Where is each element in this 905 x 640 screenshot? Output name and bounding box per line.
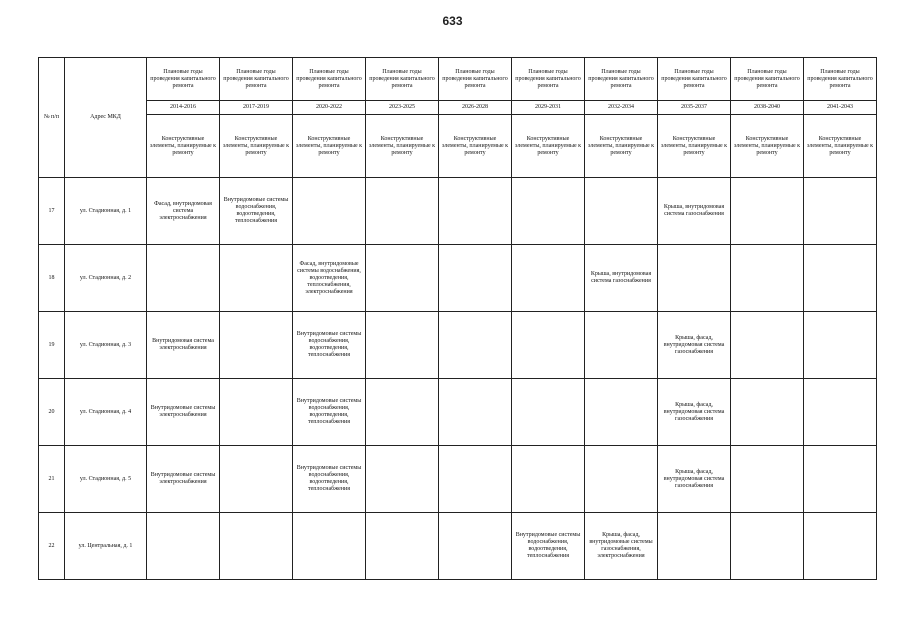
repair-elements-cell	[220, 513, 293, 580]
table-row	[39, 312, 877, 379]
row-address: ул. Стадионная, д. 2	[65, 245, 147, 312]
period-years: 2041-2043	[804, 101, 877, 115]
row-address: ул. Стадионная, д. 5	[65, 446, 147, 513]
repair-elements-cell	[585, 312, 658, 379]
repair-elements-cell	[147, 245, 220, 312]
row-address: ул. Стадионная, д. 4	[65, 379, 147, 446]
repair-elements-cell: Крыша, внутридомовая система газоснабжения	[585, 245, 658, 312]
repair-elements-cell	[512, 245, 585, 312]
period-years: 2017-2019	[220, 101, 293, 115]
period-title: Плановые годы проведения капитального ремонта	[293, 58, 366, 101]
repair-elements-cell	[439, 379, 512, 446]
page-number: 633	[442, 14, 463, 28]
col-address-header: Адрес МКД	[65, 58, 147, 178]
repair-elements-cell	[439, 513, 512, 580]
repair-elements-cell: Крыша, фасад, внутридомовая система газоснабжения	[658, 446, 731, 513]
repair-elements-cell	[731, 446, 804, 513]
table-row	[39, 513, 877, 580]
repair-elements-cell	[804, 513, 877, 580]
repair-elements-cell	[512, 312, 585, 379]
repair-elements-cell	[220, 245, 293, 312]
repair-elements-cell	[366, 178, 439, 245]
row-number: 20	[39, 379, 65, 446]
table-row	[39, 446, 877, 513]
table-row	[39, 245, 877, 312]
repair-elements-cell	[731, 513, 804, 580]
repair-elements-cell	[366, 379, 439, 446]
row-number: 17	[39, 178, 65, 245]
repair-elements-cell: Внутридомовые системы водоснабжения, водоотведения, теплоснабжения	[293, 312, 366, 379]
header-title-row	[39, 58, 877, 101]
repair-elements-cell	[804, 178, 877, 245]
repair-elements-cell	[293, 513, 366, 580]
table-row	[39, 379, 877, 446]
repair-elements-cell	[658, 245, 731, 312]
element-header: Конструктивные элементы, планируемые к ремонту	[439, 115, 512, 178]
row-number: 18	[39, 245, 65, 312]
period-title: Плановые годы проведения капитального ремонта	[658, 58, 731, 101]
repair-elements-cell	[293, 178, 366, 245]
row-address: ул. Центральная, д. 1	[65, 513, 147, 580]
repair-elements-cell	[439, 245, 512, 312]
repair-elements-cell	[804, 379, 877, 446]
repair-elements-cell	[439, 312, 512, 379]
period-years: 2032-2034	[585, 101, 658, 115]
period-years: 2035-2037	[658, 101, 731, 115]
repair-elements-cell	[220, 446, 293, 513]
repair-elements-cell	[512, 178, 585, 245]
row-address: ул. Стадионная, д. 3	[65, 312, 147, 379]
period-years: 2038-2040	[731, 101, 804, 115]
repair-elements-cell	[366, 446, 439, 513]
period-title: Плановые годы проведения капитального ремонта	[220, 58, 293, 101]
repair-elements-cell	[804, 245, 877, 312]
element-header: Конструктивные элементы, планируемые к ремонту	[658, 115, 731, 178]
period-title: Плановые годы проведения капитального ремонта	[439, 58, 512, 101]
repair-elements-cell	[731, 312, 804, 379]
row-address: ул. Стадионная, д. 1	[65, 178, 147, 245]
element-header: Конструктивные элементы, планируемые к ремонту	[147, 115, 220, 178]
element-header: Конструктивные элементы, планируемые к ремонту	[293, 115, 366, 178]
repair-elements-cell: Внутридомовые системы водоснабжения, водоотведения, теплоснабжения	[220, 178, 293, 245]
repair-elements-cell	[366, 312, 439, 379]
period-title: Плановые годы проведения капитального ремонта	[512, 58, 585, 101]
period-years: 2026-2028	[439, 101, 512, 115]
repair-elements-cell	[220, 312, 293, 379]
table-row	[39, 178, 877, 245]
repair-elements-cell	[439, 446, 512, 513]
period-title: Плановые годы проведения капитального ремонта	[147, 58, 220, 101]
repair-elements-cell	[585, 446, 658, 513]
repair-elements-cell	[147, 513, 220, 580]
repair-elements-cell: Внутридомовая система электроснабжения	[147, 312, 220, 379]
period-years: 2029-2031	[512, 101, 585, 115]
repair-elements-cell	[731, 245, 804, 312]
repair-elements-cell: Крыша, фасад, внутридомовые системы газоснабжения, электроснабжения	[585, 513, 658, 580]
repair-elements-cell: Фасад, внутридомовая система электроснабжения	[147, 178, 220, 245]
period-title: Плановые годы проведения капитального ремонта	[585, 58, 658, 101]
repair-elements-cell	[366, 245, 439, 312]
repair-elements-cell: Крыша, внутридомовая система газоснабжения	[658, 178, 731, 245]
element-header: Конструктивные элементы, планируемые к ремонту	[804, 115, 877, 178]
row-number: 19	[39, 312, 65, 379]
row-number: 22	[39, 513, 65, 580]
repair-elements-cell	[804, 312, 877, 379]
repair-elements-cell	[512, 379, 585, 446]
header-elements-row	[39, 115, 877, 178]
element-header: Конструктивные элементы, планируемые к ремонту	[220, 115, 293, 178]
repair-elements-cell	[731, 178, 804, 245]
period-title: Плановые годы проведения капитального ремонта	[804, 58, 877, 101]
repair-elements-cell	[585, 379, 658, 446]
repair-elements-cell	[512, 446, 585, 513]
repair-elements-cell	[220, 379, 293, 446]
repair-elements-cell: Крыша, фасад, внутридомовая система газоснабжения	[658, 379, 731, 446]
element-header: Конструктивные элементы, планируемые к ремонту	[366, 115, 439, 178]
period-title: Плановые годы проведения капитального ремонта	[366, 58, 439, 101]
element-header: Конструктивные элементы, планируемые к ремонту	[512, 115, 585, 178]
header-years-row	[39, 101, 877, 115]
repair-elements-cell: Внутридомовые системы электроснабжения	[147, 379, 220, 446]
element-header: Конструктивные элементы, планируемые к ремонту	[731, 115, 804, 178]
repair-elements-cell: Крыша, фасад, внутридомовая система газоснабжения	[658, 312, 731, 379]
capital-repair-table	[38, 57, 877, 580]
repair-elements-cell	[658, 513, 731, 580]
period-years: 2014-2016	[147, 101, 220, 115]
col-num-header: № п/п	[39, 58, 65, 178]
repair-elements-cell	[804, 446, 877, 513]
period-years: 2020-2022	[293, 101, 366, 115]
repair-elements-cell: Внутридомовые системы водоснабжения, водоотведения, теплоснабжения	[293, 446, 366, 513]
repair-elements-cell	[439, 178, 512, 245]
repair-elements-cell	[585, 178, 658, 245]
repair-elements-cell: Фасад, внутридомовые системы водоснабжения, водоотведения, теплоснабжения, электроснабжения	[293, 245, 366, 312]
repair-elements-cell: Внутридомовые системы электроснабжения	[147, 446, 220, 513]
period-years: 2023-2025	[366, 101, 439, 115]
repair-elements-cell	[366, 513, 439, 580]
repair-elements-cell	[731, 379, 804, 446]
repair-elements-cell: Внутридомовые системы водоснабжения, водоотведения, теплоснабжения	[512, 513, 585, 580]
repair-elements-cell: Внутридомовые системы водоснабжения, водоотведения, теплоснабжения	[293, 379, 366, 446]
element-header: Конструктивные элементы, планируемые к ремонту	[585, 115, 658, 178]
row-number: 21	[39, 446, 65, 513]
period-title: Плановые годы проведения капитального ремонта	[731, 58, 804, 101]
